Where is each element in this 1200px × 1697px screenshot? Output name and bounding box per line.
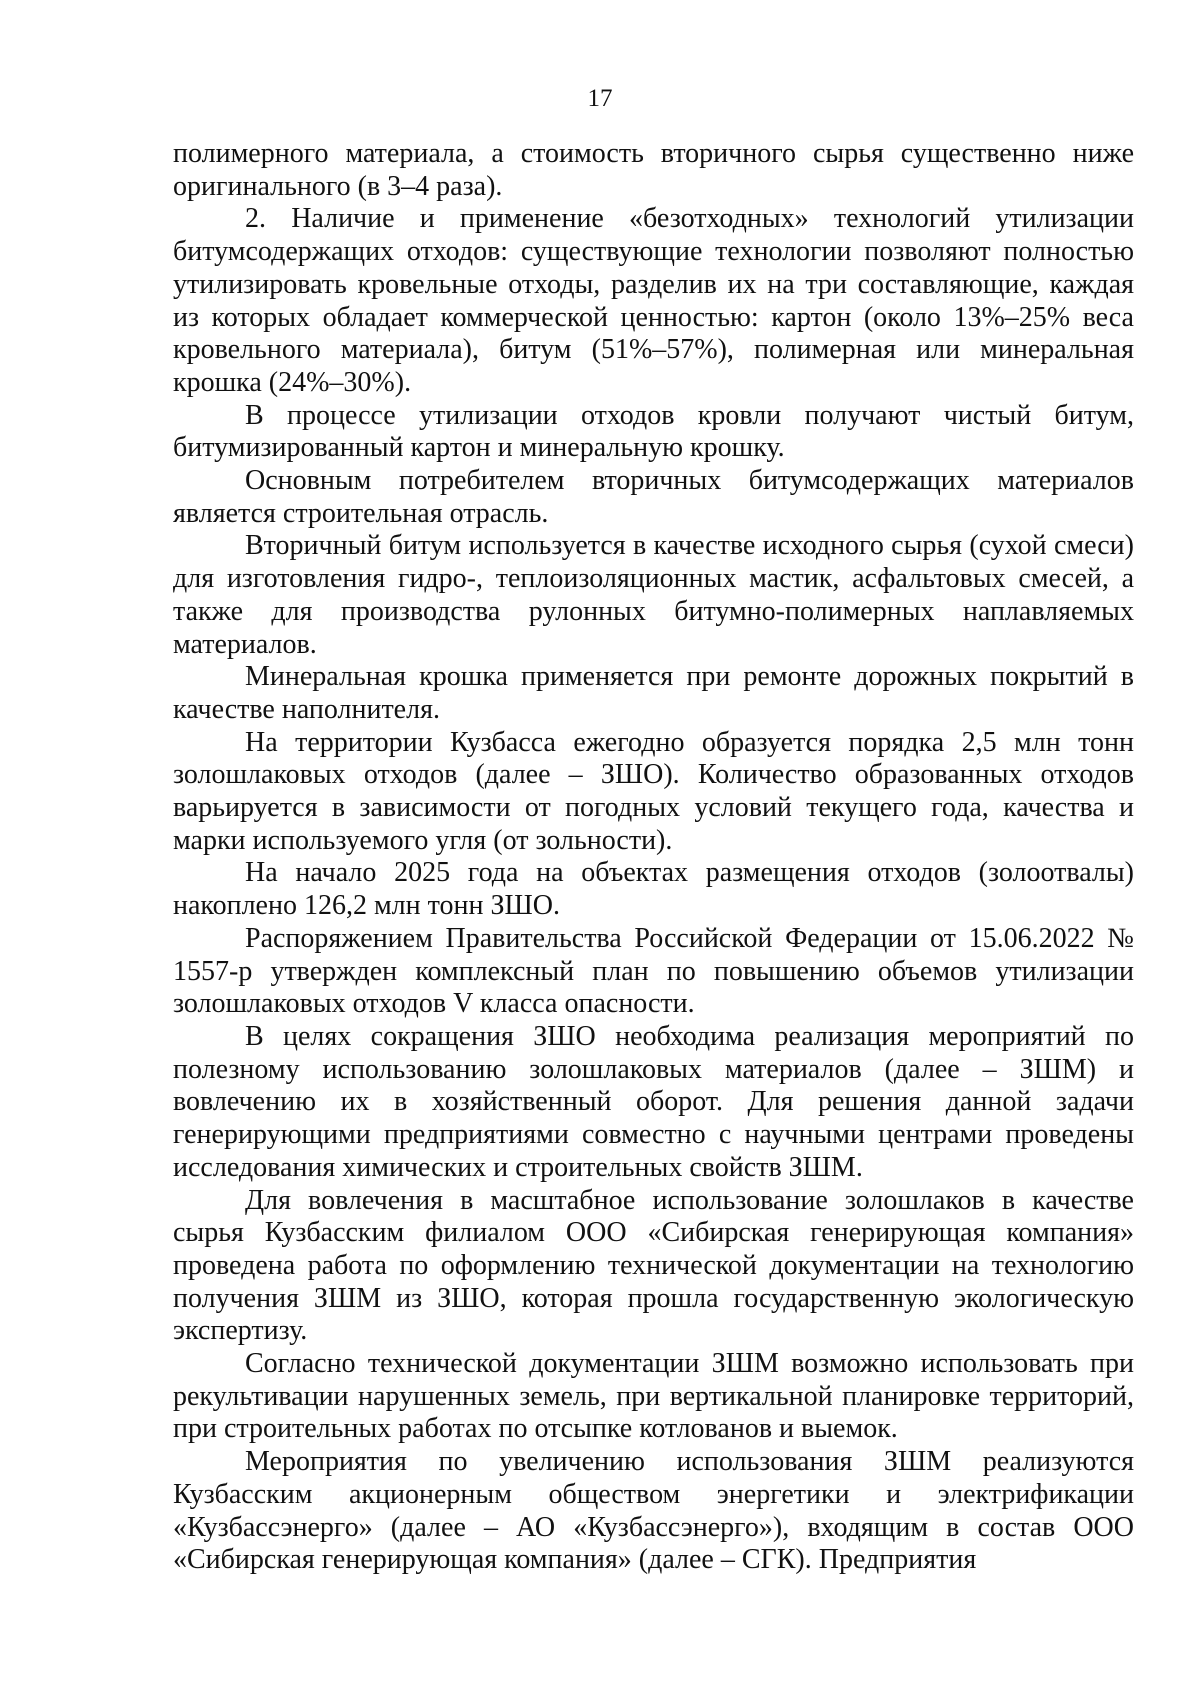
paragraph: В процессе утилизации отходов кровли получают чистый битум, битумизированный картон и минеральную крошку. xyxy=(173,399,1134,464)
page-number: 17 xyxy=(587,85,613,112)
paragraph: 2. Наличие и применение «безотходных» технологий утилизации битумсодержащих отходов: существующие технологии позволяют полностью утилизировать кровельные отходы, разделив их на три составляющие, каждая из которых обладает коммерческой ценностью: картон (около 13%–25% веса кровельного материала), битум (51%–57%), полимерная или минеральная крошка (24%–30%). xyxy=(173,203,1134,398)
paragraph: Для вовлечения в масштабное использование золошлаков в качестве сырья Кузбасским филиалом ООО «Сибирская генерирующая компания» проведена работа по оформлению технической документации на технологию получения ЗШМ из ЗШО, которая прошла государственную экологическую экспертизу. xyxy=(173,1184,1134,1347)
paragraph: На начало 2025 года на объектах размещения отходов (золоотвалы) накоплено 126,2 млн тонн ЗШО. xyxy=(173,857,1134,922)
paragraph: Вторичный битум используется в качестве исходного сырья (сухой смеси) для изготовления гидро-, теплоизоляционных мастик, асфальтовых смесей, а также для производства рулонных битумно-полимерных наплавляемых материалов. xyxy=(173,530,1134,660)
paragraph: Распоряжением Правительства Российской Федерации от 15.06.2022 № 1557-р утвержден комплексный план по повышению объемов утилизации золошлаковых отходов V класса опасности. xyxy=(173,922,1134,1020)
paragraph: Согласно технической документации ЗШМ возможно использовать при рекультивации нарушенных земель, при вертикальной планировке территорий, при строительных работах по отсыпке котлованов и выемок. xyxy=(173,1348,1134,1445)
paragraph: Основным потребителем вторичных битумсодержащих материалов является строительная отрасль. xyxy=(173,465,1134,529)
paragraph: Мероприятия по увеличению использования ЗШМ реализуются Кузбасским акционерным обществом энергетики и электрификации «Кузбассэнерго» (далее – АО «Кузбассэнерго»), входящим в состав ООО «Сибирская генерирующая компания» (далее – СГК). Предприятия xyxy=(173,1446,1134,1576)
document-body xyxy=(173,138,1134,1577)
paragraph: полимерного материала, а стоимость вторичного сырья существенно ниже оригинального (в 3–4 раза). xyxy=(173,138,1134,202)
paragraph: Минеральная крошка применяется при ремонте дорожных покрытий в качестве наполнителя. xyxy=(173,661,1134,725)
paragraph: На территории Кузбасса ежегодно образуется порядка 2,5 млн тонн золошлаковых отходов (далее – ЗШО). Количество образованных отходов варьируется в зависимости от погодных условий текущего года, качества и марки используемого угля (от зольности). xyxy=(173,726,1134,856)
paragraph: В целях сокращения ЗШО необходима реализация мероприятий по полезному использованию золошлаковых материалов (далее – ЗШМ) и вовлечению их в хозяйственный оборот. Для решения данной задачи генерирующими предприятиями совместно с научными центрами проведены исследования химических и строительных свойств ЗШМ. xyxy=(173,1020,1134,1183)
